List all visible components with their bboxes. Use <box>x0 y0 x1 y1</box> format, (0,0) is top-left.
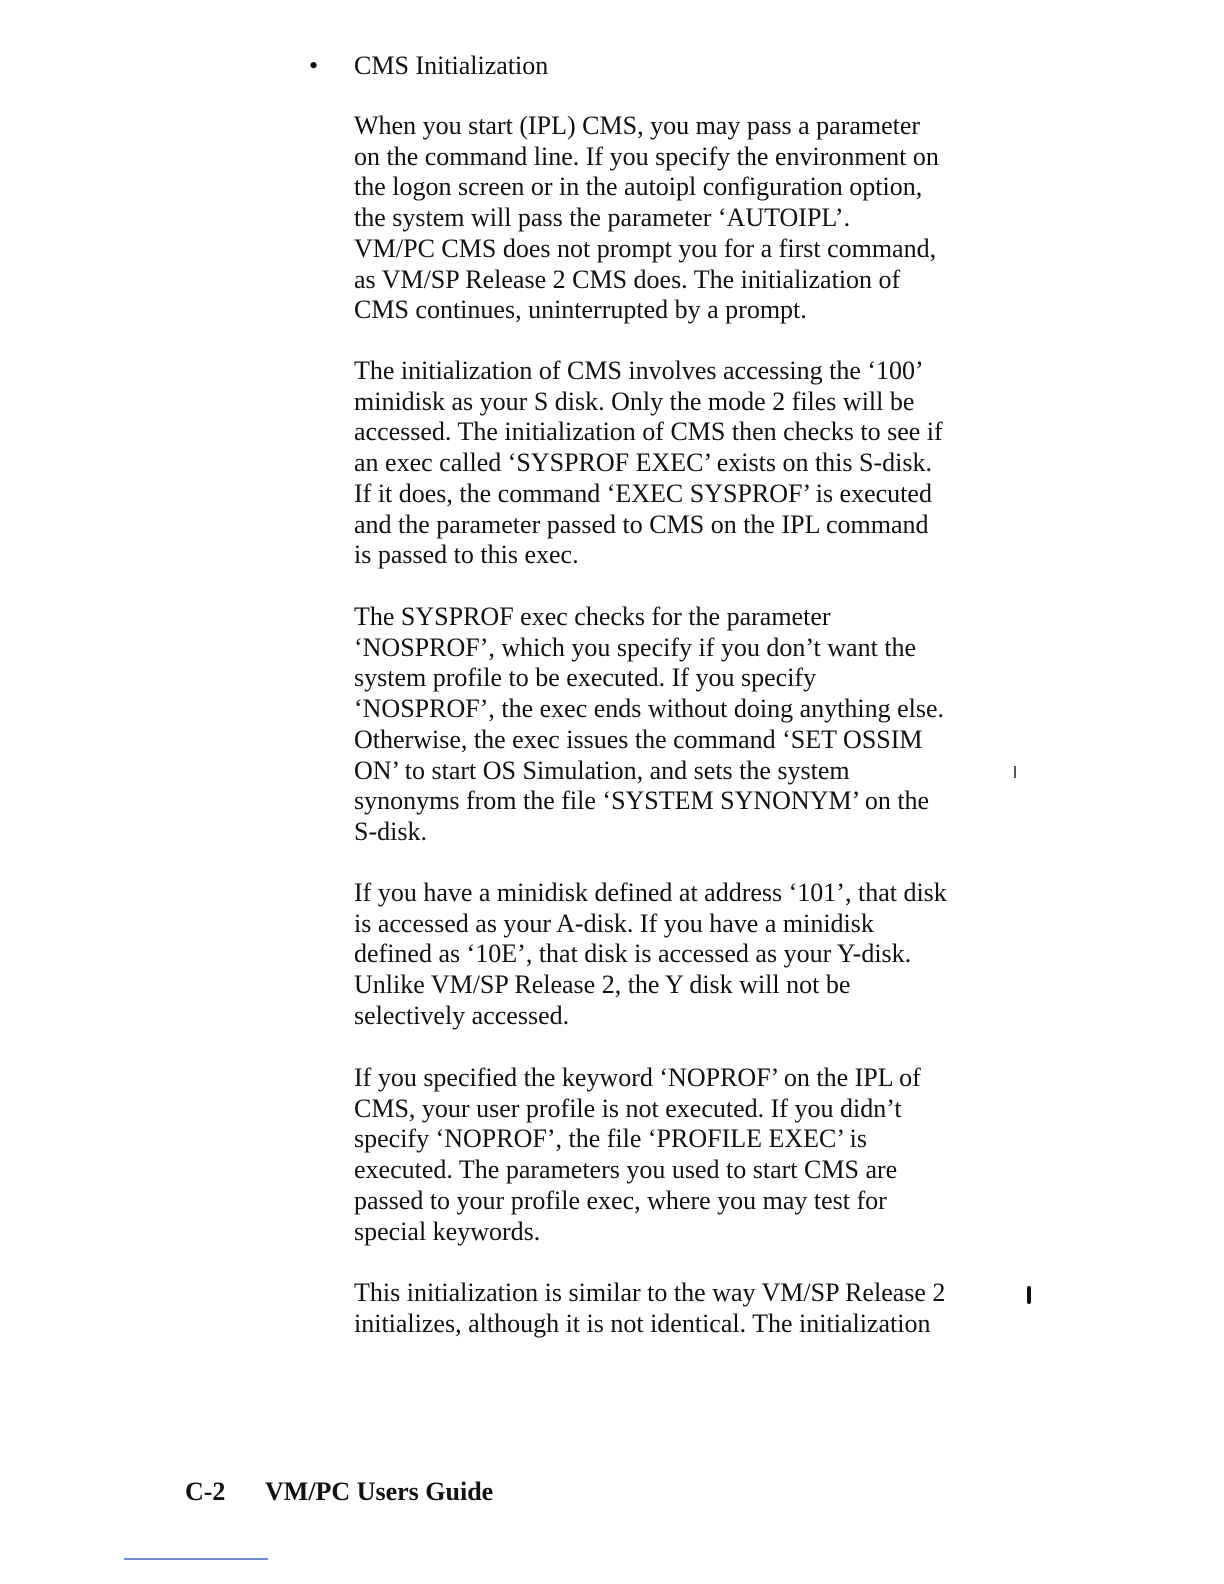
text-line: Otherwise, the exec issues the command ‘SET OSSIM <box>354 724 923 754</box>
text-line: accessed. The initialization of CMS then checks to see if <box>354 417 943 447</box>
scan-edge-rule <box>124 1558 268 1560</box>
text-line: If you have a minidisk defined at address ‘101’, that disk <box>354 878 947 907</box>
paragraph-cms-ipl <box>354 111 1014 326</box>
text-line: The initialization of CMS involves accessing the ‘100’ <box>354 356 924 385</box>
text-line: The SYSPROF exec checks for the parameter <box>354 602 831 631</box>
paragraph-minidisk-access <box>354 878 1014 1032</box>
margin-mark <box>1014 766 1016 778</box>
text-line: an exec called ‘SYSPROF EXEC’ exists on this S-disk. <box>354 448 932 478</box>
text-line: passed to your profile exec, where you may test for <box>354 1185 887 1215</box>
text-line: ON’ to start OS Simulation, and sets the system <box>354 755 850 785</box>
text-line: is accessed as your A-disk. If you have a minidisk <box>354 908 874 938</box>
paragraph-comparison <box>354 1278 1014 1339</box>
text-line: CMS continues, uninterrupted by a prompt. <box>354 295 807 325</box>
text-line: S-disk. <box>354 816 427 846</box>
text-line: and the parameter passed to CMS on the IPL command <box>354 509 929 539</box>
text-line: ‘NOSPROF’, the exec ends without doing anything else. <box>354 694 944 724</box>
text-line: defined as ‘10E’, that disk is accessed as your Y-disk. <box>354 939 912 969</box>
paragraph-sysprof-exec <box>354 602 1014 848</box>
margin-mark <box>1027 1286 1031 1304</box>
text-line: the logon screen or in the autoipl configuration option, <box>354 172 923 202</box>
text-line: Unlike VM/SP Release 2, the Y disk will not be <box>354 970 851 1000</box>
text-line: If you specified the keyword ‘NOPROF’ on the IPL of <box>354 1063 921 1092</box>
text-line: executed. The parameters you used to start CMS are <box>354 1155 898 1185</box>
text-line: is passed to this exec. <box>354 540 579 570</box>
text-line: on the command line. If you specify the environment on <box>354 141 939 171</box>
text-line: ‘NOSPROF’, which you specify if you don’t want the <box>354 632 917 662</box>
text-line: CMS, your user profile is not executed. If you didn’t <box>354 1093 902 1123</box>
page-number: C-2 <box>185 1477 226 1506</box>
text-line: This initialization is similar to the way VM/SP Release 2 <box>354 1278 946 1307</box>
text-line: the system will pass the parameter ‘AUTOIPL’. <box>354 203 851 233</box>
text-line: initializes, although it is not identical. The initialization <box>354 1308 931 1338</box>
document-title: VM/PC Users Guide <box>265 1477 494 1506</box>
text-line: minidisk as your S disk. Only the mode 2 files will be <box>354 386 915 416</box>
text-line: If it does, the command ‘EXEC SYSPROF’ is executed <box>354 478 932 508</box>
text-line: as VM/SP Release 2 CMS does. The initialization of <box>354 264 901 294</box>
text-line: VM/PC CMS does not prompt you for a first command, <box>354 233 937 263</box>
text-line: selectively accessed. <box>354 1000 570 1030</box>
text-line: specify ‘NOPROF’, the file ‘PROFILE EXEC’ is <box>354 1124 867 1154</box>
paragraph-user-profile <box>354 1063 1014 1247</box>
text-line: synonyms from the file ‘SYSTEM SYNONYM’ on the <box>354 786 930 816</box>
paragraph-s-disk-access <box>354 356 1014 571</box>
section-heading: CMS Initialization <box>354 51 549 80</box>
bullet-marker: • <box>309 51 319 80</box>
text-line: system profile to be executed. If you specify <box>354 663 817 693</box>
text-line: special keywords. <box>354 1216 541 1246</box>
text-line: When you start (IPL) CMS, you may pass a parameter <box>354 111 921 140</box>
